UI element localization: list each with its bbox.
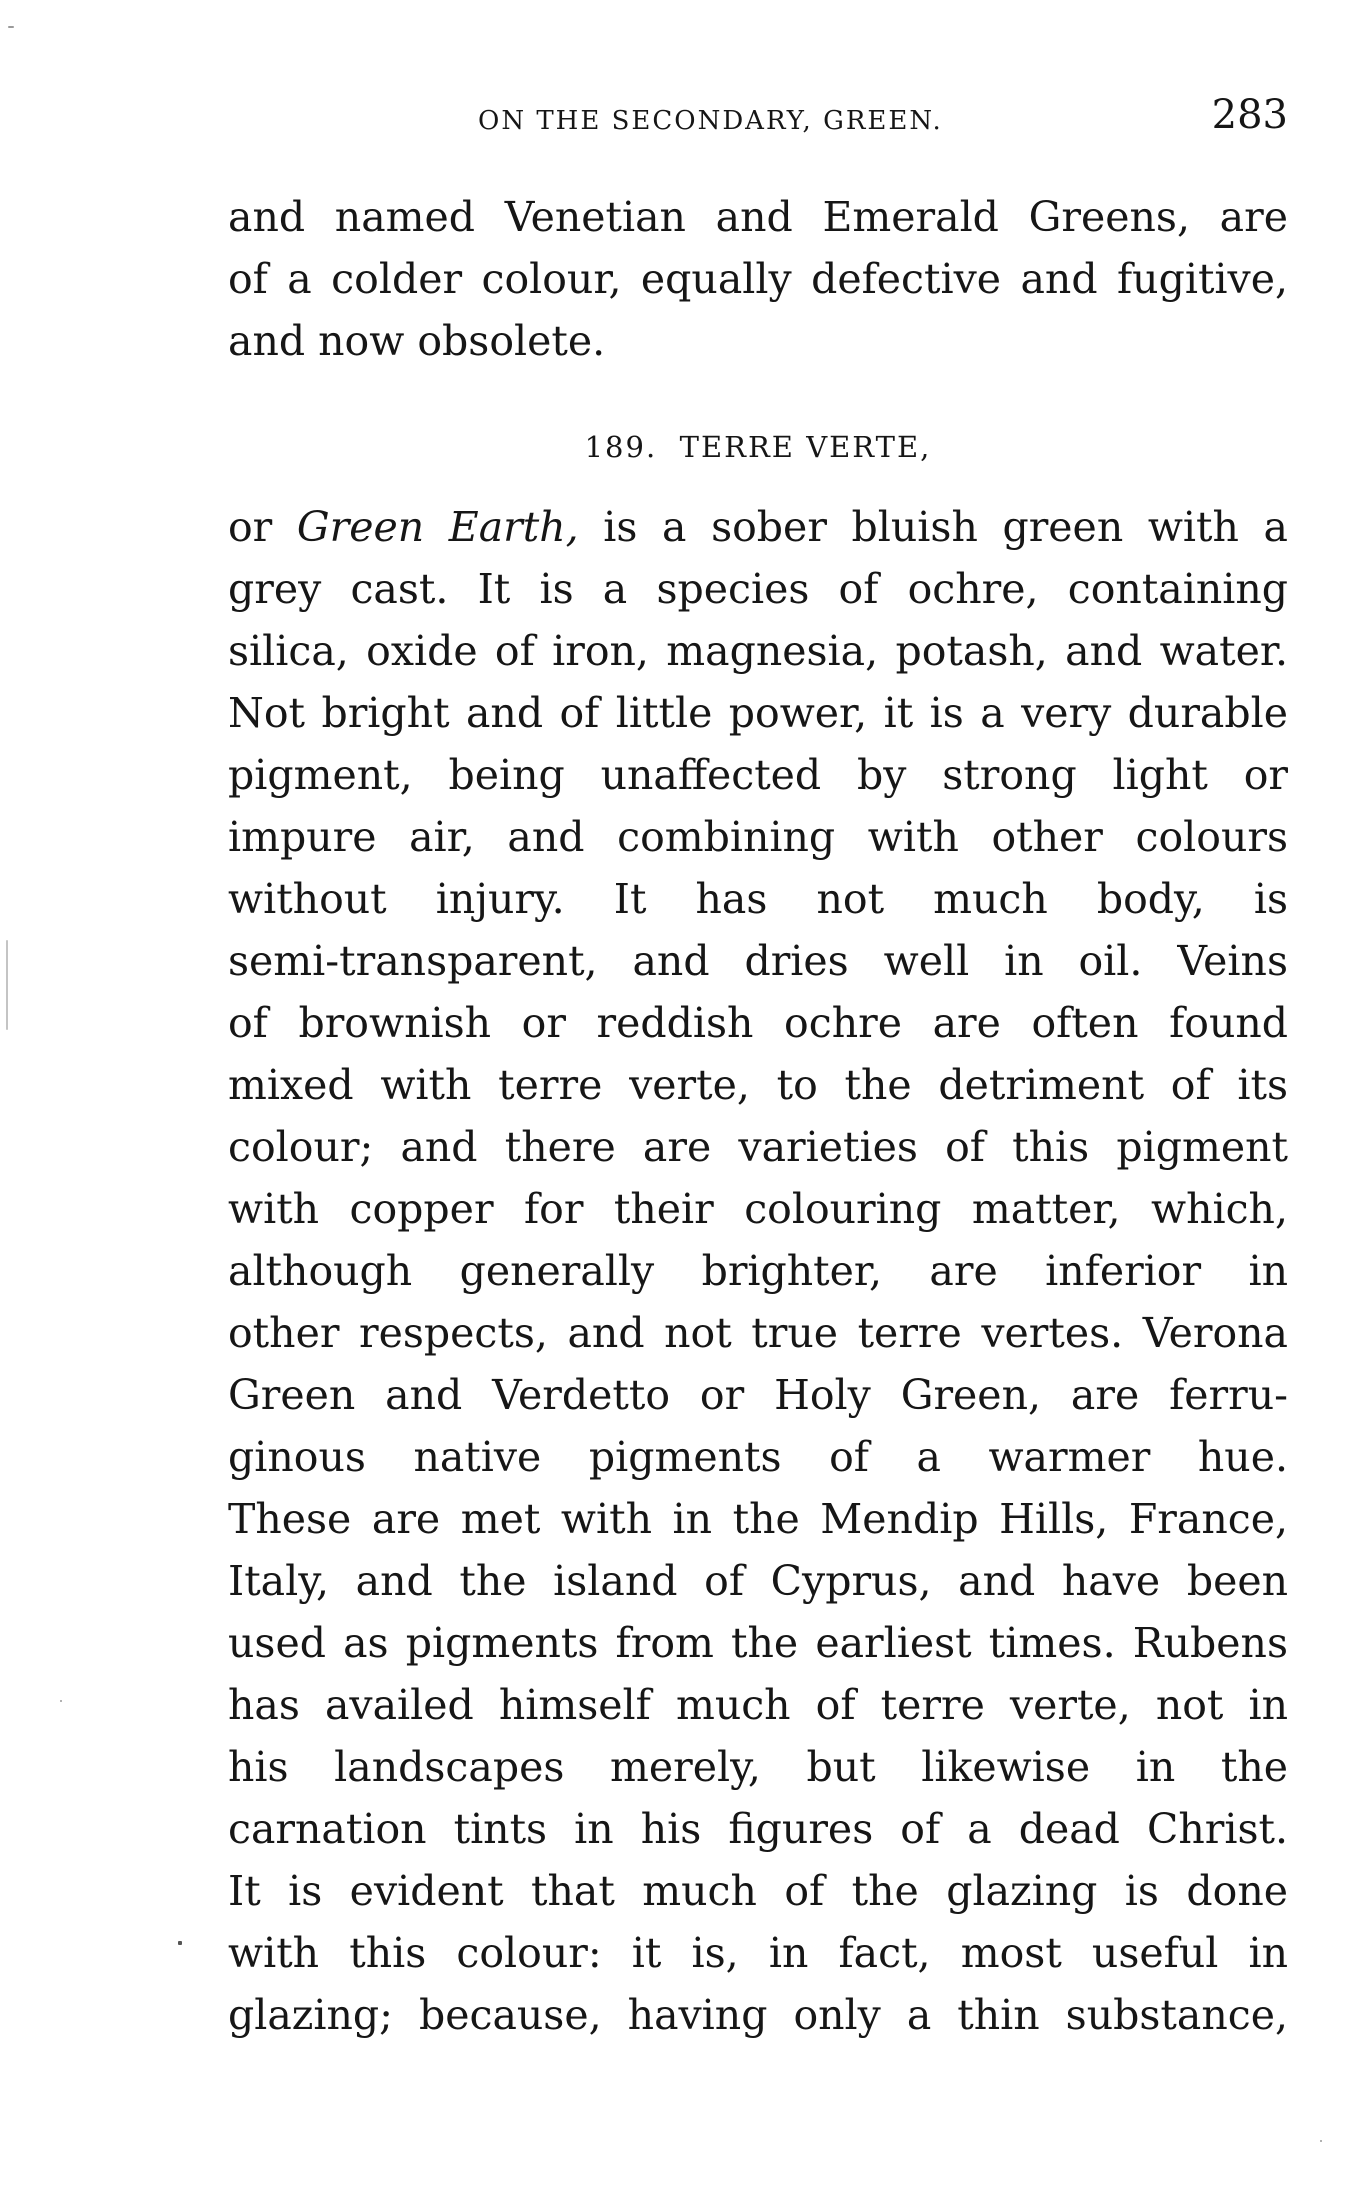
paragraph-line: without injury. It has not much body, is bbox=[228, 875, 1288, 923]
paragraph-line: other respects, and not true terre vertes. Verona bbox=[228, 1309, 1288, 1357]
paragraph-first-line bbox=[228, 496, 1288, 558]
scan-speck bbox=[6, 940, 8, 1030]
paragraph-line: although generally brighter, are inferior in bbox=[228, 1247, 1288, 1295]
italic-term: Green Earth, bbox=[296, 503, 579, 551]
paragraph-line: Green and Verdetto or Holy Green, are ferru- bbox=[228, 1371, 1288, 1419]
paragraph-line: silica, oxide of iron, magnesia, potash, and water. bbox=[228, 627, 1288, 675]
paragraph-line: carnation tints in his figures of a dead Christ. bbox=[228, 1805, 1288, 1853]
paragraph-line: and now obsolete. bbox=[228, 317, 606, 365]
paragraph-line: with this colour: it is, in fact, most useful in bbox=[228, 1929, 1288, 1977]
section-title: TERRE VERTE, bbox=[679, 430, 932, 464]
scan-speck bbox=[60, 1700, 62, 1702]
paragraph-line: his landscapes merely, but likewise in the bbox=[228, 1743, 1288, 1791]
scan-speck bbox=[8, 26, 14, 28]
paragraph-line: semi-transparent, and dries well in oil. Veins bbox=[228, 937, 1288, 985]
scan-speck bbox=[178, 1941, 182, 1945]
running-head bbox=[228, 92, 1288, 152]
running-title: ON THE SECONDARY, GREEN. bbox=[478, 106, 943, 136]
page-number: 283 bbox=[1211, 92, 1288, 138]
paragraph-line: colour; and there are varieties of this pigment bbox=[228, 1123, 1288, 1171]
paragraph-line: with copper for their colouring matter, which, bbox=[228, 1185, 1288, 1233]
scan-speck bbox=[1320, 2140, 1322, 2142]
paragraph-line: impure air, and combining with other colours bbox=[228, 813, 1288, 861]
paragraph-line: Not bright and of little power, it is a very durable bbox=[228, 689, 1288, 737]
paragraph-line: It is evident that much of the glazing is done bbox=[228, 1867, 1288, 1915]
paragraph-line: pigment, being unaffected by strong light or bbox=[228, 751, 1288, 799]
paragraph-line: mixed with terre verte, to the detriment of its bbox=[228, 1061, 1288, 1109]
first-line-prefix: or bbox=[228, 503, 297, 551]
paragraph-line: used as pigments from the earliest times. Rubens bbox=[228, 1619, 1288, 1667]
paragraph-line: grey cast. It is a species of ochre, containing bbox=[228, 565, 1288, 613]
paragraph-line: of brownish or reddish ochre are often found bbox=[228, 999, 1288, 1047]
paragraph-line: Italy, and the island of Cyprus, and have been bbox=[228, 1557, 1288, 1605]
paragraph-line: has availed himself much of terre verte, not in bbox=[228, 1681, 1288, 1729]
paragraph-line: These are met with in the Mendip Hills, France, bbox=[228, 1495, 1288, 1543]
paragraph-line: glazing; because, having only a thin substance, bbox=[228, 1991, 1288, 2039]
first-line-suffix: is a sober bluish green with a bbox=[578, 503, 1288, 551]
section-heading bbox=[228, 430, 1288, 464]
top-paragraph bbox=[228, 186, 1288, 372]
main-paragraph bbox=[228, 496, 1288, 2046]
paragraph-line: and named Venetian and Emerald Greens, are bbox=[228, 193, 1288, 241]
section-number: 189. bbox=[584, 430, 658, 464]
paragraph-line: ginous native pigments of a warmer hue. bbox=[228, 1433, 1288, 1481]
paragraph-line: of a colder colour, equally defective and fugitive, bbox=[228, 255, 1288, 303]
